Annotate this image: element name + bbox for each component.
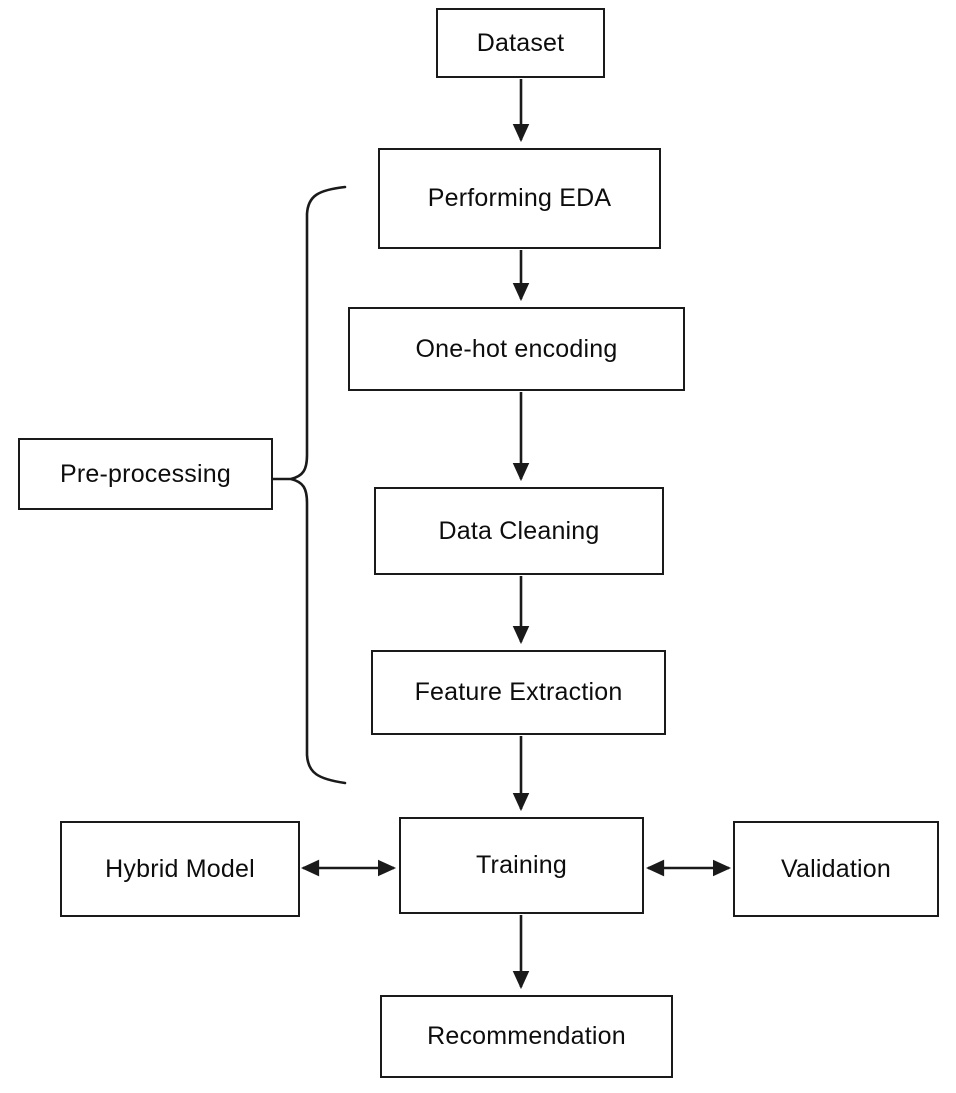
node-one-hot-encoding-label: One-hot encoding <box>415 334 618 363</box>
node-one-hot-encoding[interactable] <box>348 307 685 391</box>
node-pre-processing-label: Pre-processing <box>60 459 231 488</box>
node-performing-eda[interactable] <box>378 148 661 249</box>
node-feature-extraction-label: Feature Extraction <box>414 678 623 707</box>
pre-processing-brace <box>291 187 345 783</box>
node-validation-label: Validation <box>781 854 891 883</box>
node-feature-extraction[interactable] <box>371 650 666 735</box>
node-recommendation-label: Recommendation <box>427 1022 626 1051</box>
node-hybrid-model-label: Hybrid Model <box>105 854 255 883</box>
node-training-label: Training <box>476 851 567 880</box>
node-pre-processing[interactable] <box>18 438 273 510</box>
node-training[interactable] <box>399 817 644 914</box>
node-data-cleaning[interactable] <box>374 487 664 575</box>
node-data-cleaning-label: Data Cleaning <box>438 516 600 545</box>
node-validation[interactable] <box>733 821 939 917</box>
node-recommendation[interactable] <box>380 995 673 1078</box>
node-hybrid-model[interactable] <box>60 821 300 917</box>
node-dataset[interactable] <box>436 8 605 78</box>
node-dataset-label: Dataset <box>476 28 565 57</box>
node-performing-eda-label: Performing EDA <box>427 184 612 213</box>
